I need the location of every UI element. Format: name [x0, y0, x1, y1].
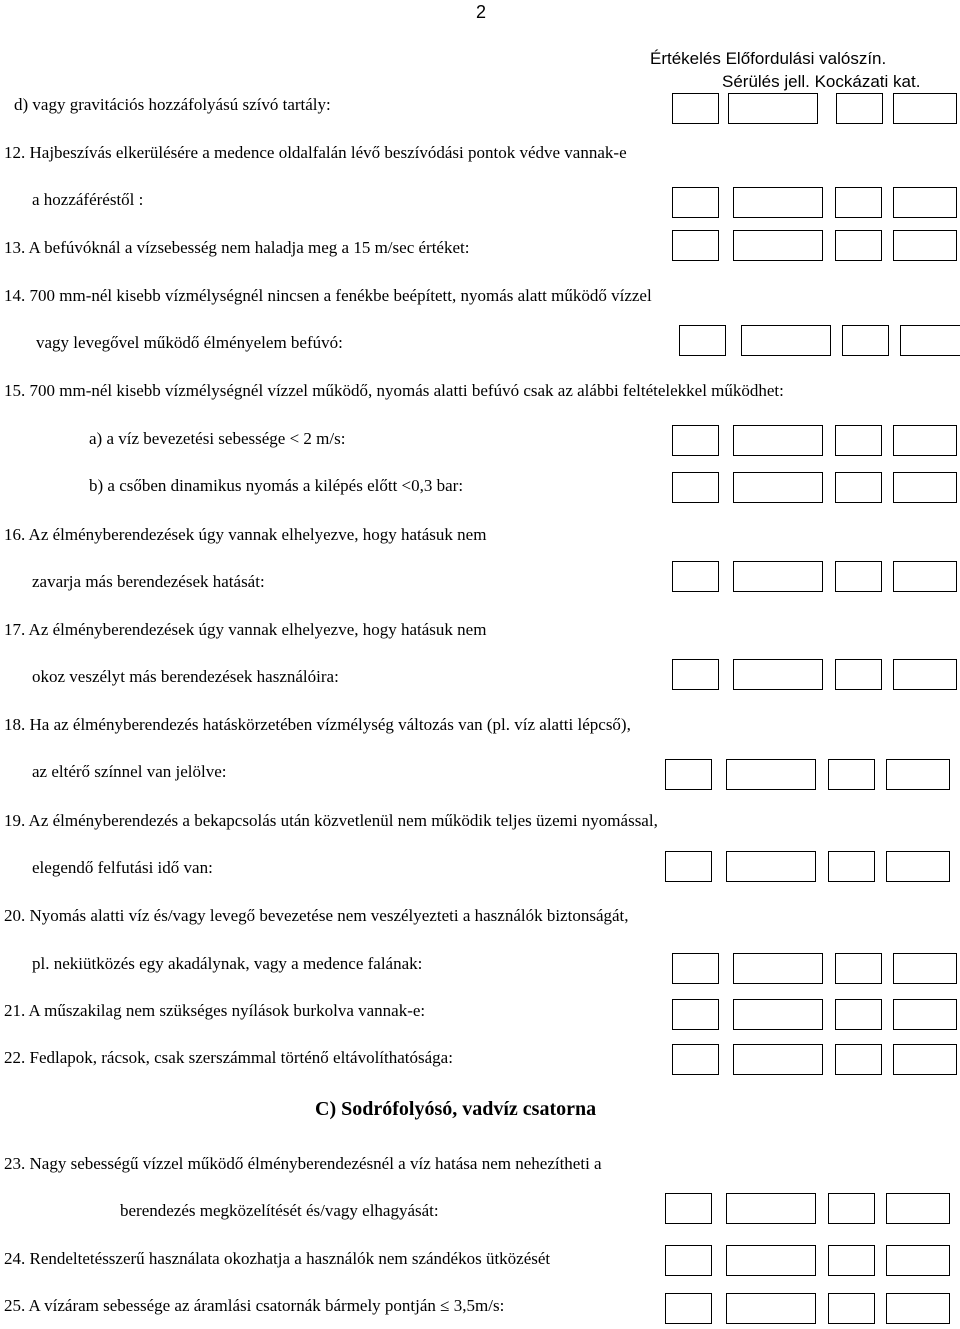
risk-box[interactable] [886, 1293, 950, 1324]
rating-box[interactable] [679, 325, 726, 356]
rating-box[interactable] [672, 1044, 719, 1075]
item-24-text: 24. Rendeltetésszerű használata okozhatja a használók nem szándékos ütközését [4, 1249, 551, 1268]
injury-box[interactable] [733, 230, 823, 261]
probability-box[interactable] [835, 1044, 882, 1075]
rating-box[interactable] [672, 187, 719, 218]
probability-box[interactable] [835, 561, 882, 592]
item-23-text-cont: berendezés megközelítését és/vagy elhagyását: [120, 1201, 439, 1220]
probability-box[interactable] [836, 93, 883, 124]
risk-box[interactable] [900, 325, 960, 356]
rating-box[interactable] [672, 999, 719, 1030]
probability-box[interactable] [828, 1293, 875, 1324]
item-15b-text: b) a csőben dinamikus nyomás a kilépés előtt <0,3 bar: [89, 476, 464, 495]
item-18-text-cont: az eltérő színnel van jelölve: [32, 762, 227, 781]
risk-box[interactable] [886, 851, 950, 882]
probability-box[interactable] [835, 425, 882, 456]
item-25-text: 25. A vízáram sebessége az áramlási csatornák bármely pontján ≤ 3,5m/s: [4, 1296, 505, 1315]
probability-box[interactable] [842, 325, 889, 356]
section-c-heading: C) Sodrófolyósó, vadvíz csatorna [315, 1098, 597, 1120]
probability-box[interactable] [828, 1193, 875, 1224]
item-23-text: 23. Nagy sebességű vízzel működő élményberendezésnél a víz hatása nem nehezítheti a [4, 1154, 602, 1173]
probability-box[interactable] [835, 953, 882, 984]
item-16-text-cont: zavarja más berendezések hatását: [32, 572, 265, 591]
column-header-line2: Sérülés jell. Kockázati kat. [722, 72, 921, 91]
rating-box[interactable] [665, 1193, 712, 1224]
rating-box[interactable] [672, 659, 719, 690]
injury-box[interactable] [733, 187, 823, 218]
rating-box[interactable] [665, 1293, 712, 1324]
injury-box[interactable] [726, 1293, 816, 1324]
probability-box[interactable] [828, 1245, 875, 1276]
risk-box[interactable] [893, 230, 957, 261]
risk-box[interactable] [893, 425, 957, 456]
risk-box[interactable] [886, 759, 950, 790]
rating-box[interactable] [672, 561, 719, 592]
item-12-text: 12. Hajbeszívás elkerülésére a medence oldalfalán lévő beszívódási pontok védve vannak-e [4, 143, 627, 162]
probability-box[interactable] [835, 659, 882, 690]
risk-box[interactable] [893, 953, 957, 984]
rating-box[interactable] [665, 851, 712, 882]
injury-box[interactable] [733, 561, 823, 592]
risk-box[interactable] [893, 93, 957, 124]
risk-box[interactable] [886, 1245, 950, 1276]
probability-box[interactable] [828, 759, 875, 790]
item-19-text-cont: elegendő felfutási idő van: [32, 858, 213, 877]
item-15a-text: a) a víz bevezetési sebessége < 2 m/s: [89, 429, 346, 448]
item-18-text: 18. Ha az élményberendezés hatáskörzetében vízmélység változás van (pl. víz alatti lépcső), [4, 715, 631, 734]
item-20-text: 20. Nyomás alatti víz és/vagy levegő bevezetése nem veszélyezteti a használók biztonságát, [4, 906, 629, 925]
item-13-text: 13. A befúvóknál a vízsebesség nem haladja meg a 15 m/sec értéket: [4, 238, 470, 257]
rating-box[interactable] [672, 425, 719, 456]
rating-box[interactable] [665, 759, 712, 790]
injury-box[interactable] [733, 999, 823, 1030]
injury-box[interactable] [733, 659, 823, 690]
item-22-text: 22. Fedlapok, rácsok, csak szerszámmal történő eltávolíthatósága: [4, 1048, 453, 1067]
injury-box[interactable] [726, 851, 816, 882]
item-16-text: 16. Az élményberendezések úgy vannak elhelyezve, hogy hatásuk nem [4, 525, 487, 544]
item-14-text: 14. 700 mm-nél kisebb vízmélységnél nincsen a fenékbe beépített, nyomás alatt működő vízzel [4, 286, 652, 305]
probability-box[interactable] [835, 230, 882, 261]
risk-box[interactable] [893, 1044, 957, 1075]
item-14-text-cont: vagy levegővel működő élményelem befúvó: [36, 333, 343, 352]
item-15-text: 15. 700 mm-nél kisebb vízmélységnél vízzel működő, nyomás alatti befúvó csak az alábbi feltételekkel működhet: [4, 381, 784, 400]
injury-box[interactable] [741, 325, 831, 356]
rating-box[interactable] [672, 472, 719, 503]
rating-box[interactable] [672, 230, 719, 261]
injury-box[interactable] [728, 93, 818, 124]
item-20-text-cont: pl. nekiütközés egy akadálynak, vagy a medence falának: [32, 954, 423, 973]
risk-box[interactable] [893, 999, 957, 1030]
risk-box[interactable] [893, 472, 957, 503]
probability-box[interactable] [835, 187, 882, 218]
item-d-text: d) vagy gravitációs hozzáfolyású szívó tartály: [14, 95, 331, 114]
probability-box[interactable] [835, 472, 882, 503]
injury-box[interactable] [726, 1193, 816, 1224]
risk-box[interactable] [886, 1193, 950, 1224]
probability-box[interactable] [835, 999, 882, 1030]
rating-box[interactable] [672, 953, 719, 984]
item-21-text: 21. A műszakilag nem szükséges nyílások burkolva vannak-e: [4, 1001, 426, 1020]
rating-box[interactable] [672, 93, 719, 124]
injury-box[interactable] [726, 759, 816, 790]
risk-box[interactable] [893, 659, 957, 690]
rating-box[interactable] [665, 1245, 712, 1276]
injury-box[interactable] [733, 953, 823, 984]
injury-box[interactable] [733, 425, 823, 456]
column-header-line1: Értékelés Előfordulási valószín. [650, 49, 887, 68]
injury-box[interactable] [726, 1245, 816, 1276]
probability-box[interactable] [828, 851, 875, 882]
risk-box[interactable] [893, 561, 957, 592]
injury-box[interactable] [733, 472, 823, 503]
item-12-text-cont: a hozzáféréstől : [32, 190, 144, 209]
item-19-text: 19. Az élményberendezés a bekapcsolás után közvetlenül nem működik teljes üzemi nyomással, [4, 811, 658, 830]
item-17-text: 17. Az élményberendezések úgy vannak elhelyezve, hogy hatásuk nem [4, 620, 487, 639]
item-17-text-cont: okoz veszélyt más berendezések használóira: [32, 667, 339, 686]
injury-box[interactable] [733, 1044, 823, 1075]
risk-box[interactable] [893, 187, 957, 218]
page-number: 2 [476, 2, 487, 22]
